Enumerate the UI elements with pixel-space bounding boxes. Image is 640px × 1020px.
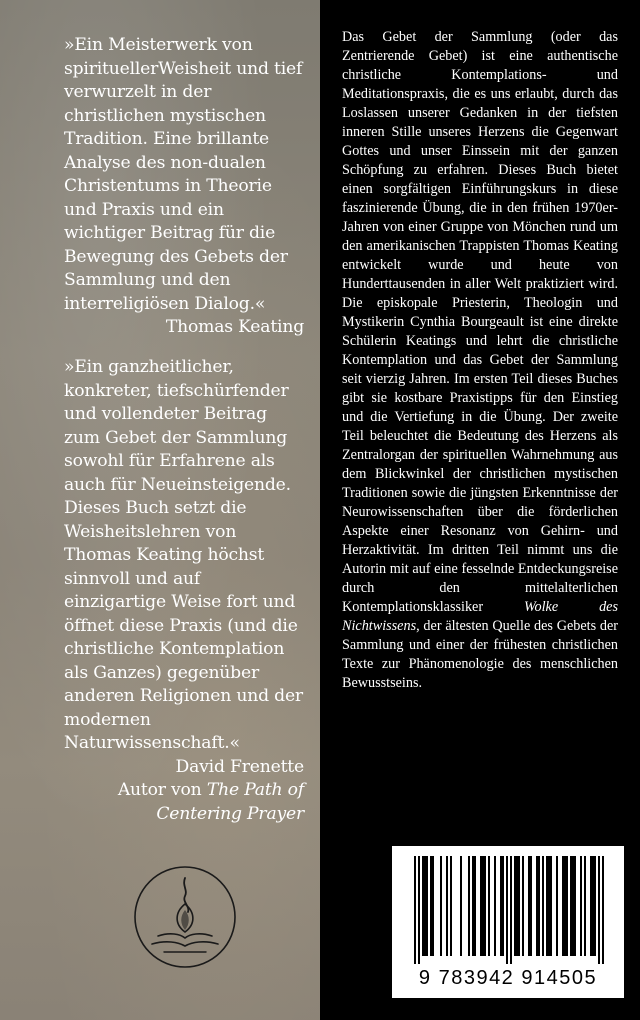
barcode-bar	[494, 856, 496, 956]
barcode-bar	[422, 856, 424, 956]
barcode-bar	[482, 856, 484, 956]
barcode-bar	[590, 856, 592, 956]
barcode-bar	[564, 856, 566, 956]
barcode-bar	[500, 856, 502, 956]
barcode-bar	[506, 856, 508, 964]
quote-author: David Frenette	[175, 756, 304, 777]
barcode-bar	[460, 856, 462, 956]
barcode-bar	[522, 856, 524, 956]
quote-text: »Ein ganzheitlicher, konkreter, tiefschürfender und vollendeter Beitrag zum Gebet der Sammlung sowohl für Erfahrene als auch für Neueinsteigende. Dieses Buch setzt die Weisheitslehren von Thomas Keating höchst sinnvoll und auf einzigartige Weise fort und öffnet diese Praxis (und die christliche Kontemplation als Ganzes) gegenüber anderen Religionen und der modernen Naturwissenschaft.«	[64, 357, 303, 753]
barcode-bar	[414, 856, 416, 964]
barcode-bar	[424, 856, 426, 956]
barcode-bar	[474, 856, 476, 956]
barcode-bar	[536, 856, 538, 956]
author-note-prefix: Autor von	[117, 780, 202, 800]
barcode-bar	[530, 856, 532, 956]
blurb-text	[342, 28, 618, 693]
barcode-bar	[426, 856, 428, 956]
barcode-bar	[572, 856, 574, 956]
barcode-bar	[502, 856, 504, 956]
quote-author: Thomas Keating	[165, 317, 304, 337]
barcode-bar	[528, 856, 530, 956]
barcode-bar	[598, 856, 600, 964]
barcode-bar	[592, 856, 594, 956]
barcode-bar	[472, 856, 474, 956]
quote-keating	[64, 34, 304, 340]
blurb-part2: der ältesten Quelle des Gebets der Sammlung und einer der frühesten christlichen Texte zur Phänomenologie des menschlichen Bewusstseins.	[342, 618, 618, 691]
barcode-bar	[418, 856, 420, 964]
barcode-bar	[450, 856, 452, 956]
quote-text: »Ein Meisterwerk von spirituellerWeisheit und tief verwurzelt in der christlichen mystischen Tradition. Eine brillante Analyse des non-dualen Christentums in Theorie und Praxis und ein wichtiger Beitrag für die Bewegung des Gebets der Sammlung und den interreligiösen Dialog.«	[64, 35, 303, 314]
barcode-bar	[584, 856, 586, 956]
quote-frenette	[64, 356, 304, 826]
barcode-bar	[546, 856, 548, 956]
barcode-bar	[574, 856, 576, 956]
lotus-flame-icon	[130, 862, 240, 972]
blurb-part1: Das Gebet der Sammlung (oder das Zentrierende Gebet) ist eine authentische christliche Kontemplations- und Meditationspraxis, die es uns erlaubt, durch das Loslassen unserer Gedanken in der tiefsten inneren Stille unseres Herzens die Gegenwart Gottes und unser Einssein mit der ganzen Schöpfung zu erfahren. Dieses Buch bietet einen sorgfältigen Einführungskurs in diese faszinierende Übung, die in den frühen 1970er-Jahren von einer Gruppe von Mönchen rund um den amerikanischen Trappisten Thomas Keating entwickelt wurde und heute von Hunderttausenden in aller Welt praktiziert wird. Die episkopale Priesterin, Theologin und Mystikerin Cynthia Bourgeault ist eine direkte Schülerin Keatings und lehrt die christliche Kontemplation und das Gebet der Sammlung seit vierzig Jahren. Im ersten Teil dieses Buches gibt sie kostbare Praxistipps für den Einstieg und die Vertiefung in die Übung. Der zweite Teil beleuchtet die Bedeutung des Herzens als Zentralorgan der spirituellen Wahrnehmung aus dem Blickwinkel der christlichen mystischen Traditionen sowie die jüngsten Erkenntnisse der Neurowissenschaften über die förderlichen Aspekte einer Resonanz von Gehirn- und Herzaktivität. Im dritten Teil nimmt uns die Autorin mit auf eine fesselnde Entdeckungsreise durch den mittelalterlichen Kontemplationsklassiker	[342, 29, 618, 615]
blurb-panel	[320, 0, 640, 1020]
barcode-bar	[550, 856, 552, 956]
barcode-bar	[538, 856, 540, 956]
barcode-bar	[430, 856, 432, 956]
barcode-bar	[556, 856, 558, 956]
barcode-bar	[570, 856, 572, 956]
barcode-bar	[518, 856, 520, 956]
barcode-bar	[562, 856, 564, 956]
barcode-bar	[516, 856, 518, 956]
barcode-bar	[580, 856, 582, 956]
barcode-bar	[542, 856, 544, 956]
barcode-bar	[432, 856, 434, 956]
barcode-bar	[446, 856, 448, 956]
barcode-bar	[548, 856, 550, 956]
barcode-bar	[514, 856, 516, 956]
isbn-barcode	[392, 846, 624, 998]
author-note	[64, 779, 304, 826]
barcode-bar	[480, 856, 482, 956]
barcode-bars	[406, 856, 610, 964]
barcode-bar	[468, 856, 470, 956]
barcode-bar	[602, 856, 604, 964]
barcode-bar	[566, 856, 568, 956]
barcode-bar	[594, 856, 596, 956]
barcode-bar	[488, 856, 490, 956]
blurb-book-title: Wolke des Nichtwissens,	[342, 599, 618, 634]
barcode-bar	[510, 856, 512, 964]
author-book-title: The Path of Centering Prayer	[156, 780, 304, 824]
barcode-bar	[440, 856, 442, 956]
barcode-bar	[484, 856, 486, 956]
isbn-digits: 9 783942 914505	[418, 967, 598, 989]
blurb-paragraph	[342, 28, 618, 693]
